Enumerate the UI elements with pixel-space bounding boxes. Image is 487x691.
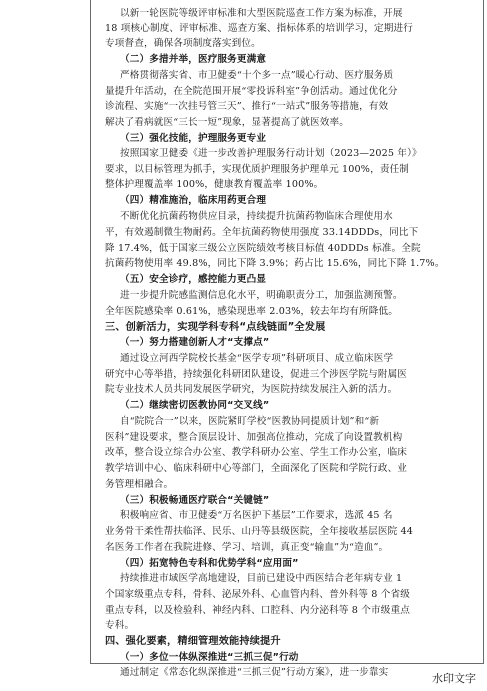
text-line: 通过设立河西学院校长基金“医学专项”科研项目、成立临床医学 [120, 353, 394, 364]
chapter-heading: 四、强化要素，精细管理效能持续提升 [105, 636, 281, 647]
text-line: 降 17.4%，低于国家三级公立医院绩效考核目标值 40DDDs 标准。全院 [105, 243, 421, 254]
text-line: 平，有效遏制微生物耐药。全年抗菌药物使用强度 33.14DDDs，同比下 [105, 227, 419, 238]
text-line: 不断优化抗菌药物供应目录，持续提升抗菌药物临床合理使用水 [120, 211, 393, 222]
text-line: 业务骨干柔性帮扶临泽、民乐、山丹等县级医院，全年接收基层医院 44 [105, 526, 414, 537]
text-line: 院专业技术人员共同发展医学研究，为医院持续发展注入新的活力。 [105, 384, 398, 395]
text-line: 教学培训中心、临床科研中心等部门，全面深化了医院和学院行政、业 [105, 463, 408, 474]
text-line: 通过制定《常态化纵深推进“三抓三促”行动方案》，进一步靠实 [120, 667, 389, 678]
text-line: 抗菌药物使用率 49.8%，同比下降 3.9%；药占比 15.6%，同比下降 1.7%。 [105, 258, 445, 269]
text-line: 医科”建设要求，整合顶层设计、加强高位推动，完成了向设置教机构 [105, 432, 403, 443]
text-line: 全年医院感染率 0.61%，感染现患率 2.03%，较去年均有所降低。 [105, 306, 398, 317]
text-line: 重点专科，以及检验科、神经内科、口腔科、内分泌科等 8 个市级重点 [105, 605, 410, 616]
section-heading: （二）多措并举，医疗服务更满意 [120, 54, 267, 65]
text-line: 自“院院合一”以来，医院紧盯学校“医教协同提质计划”和“新 [120, 416, 380, 427]
text-line: 个国家级重点专科，骨科、泌尿外科、心血管内科、普外科等 8 个省级 [105, 589, 410, 600]
text-line: 诊流程、实施“一次挂号管三天”、推行“一站式”服务等措施，有效 [105, 101, 389, 112]
text-line: 专项督查，确保各项制度落实到位。 [105, 38, 261, 49]
text-line: 改革，整合设立综合办公室、教学科研办公室、学生工作办公室，临床 [105, 447, 408, 458]
section-heading: （二）继续密切医教协同“交叉线” [120, 400, 270, 411]
section-heading: （三）积极畅通医疗联合“关键链” [120, 495, 270, 506]
text-line: 以新一轮医院等级评审标准和大型医院巡查工作方案为标准，开展 [120, 8, 403, 19]
watermark-text: 水印文字 [432, 672, 476, 685]
text-line: 整体护理覆盖率 100%，健康教育覆盖率 100%。 [105, 179, 324, 190]
text-line: 量提升年活动，在全院范围开展“零投诉科室”争创活动。通过优化分 [105, 86, 398, 97]
text-line: 持续推进市域医学高地建设，目前已建设中西医结合老年病专业 1 [120, 573, 403, 584]
text-line: 按照国家卫健委《进一步改善护理服务行动计划（2023—2025 年）》 [120, 148, 422, 159]
text-line: 务管理相融合。 [105, 479, 174, 490]
section-heading: （四）精准施治，临床用药更合理 [120, 195, 267, 206]
text-line: 进一步提升院感监测信息化水平，明确职责分工，加强监测预警。 [120, 290, 403, 301]
text-line: 积极响应省、市卫健委“万名医护下基层”工作要求，选派 45 名 [120, 510, 393, 521]
text-line: 严格贯彻落实省、市卫健委“十个多一点”暖心行动、医疗服务质 [120, 70, 394, 81]
section-heading: （四）拓宽特色专科和优势学科“应用面” [120, 558, 299, 569]
section-heading: （一）努力搭建创新人才“支撑点” [120, 337, 270, 348]
chapter-heading: 三、创新活力，实现学科专科“点线链面”全发展 [105, 322, 326, 333]
text-line: 名医务工作者在我院进修、学习、培训，真正变“输血”为“造血”。 [105, 542, 389, 553]
section-heading: （三）强化技能，护理服务更专业 [120, 133, 267, 144]
text-line: 解决了看病就医“三长一短”现象，显著提高了就医效率。 [105, 117, 349, 128]
text-line: 要求，以目标管理为抓手，实现优质护理服务护理单元 100%，责任制 [105, 164, 410, 175]
section-heading: （一）多位一体纵深推进“三抓三促”行动 [120, 652, 299, 663]
text-line: 18 项核心制度、评审标准、巡查方案、指标体系的培训学习，定期进行 [105, 23, 414, 34]
section-heading: （五）安全诊疗，感控能力更凸显 [120, 274, 267, 285]
text-line: 研究中心等举措，持续强化科研团队建设，促进三个涉医学院与附属医 [105, 369, 408, 380]
text-line: 专科。 [105, 620, 135, 631]
